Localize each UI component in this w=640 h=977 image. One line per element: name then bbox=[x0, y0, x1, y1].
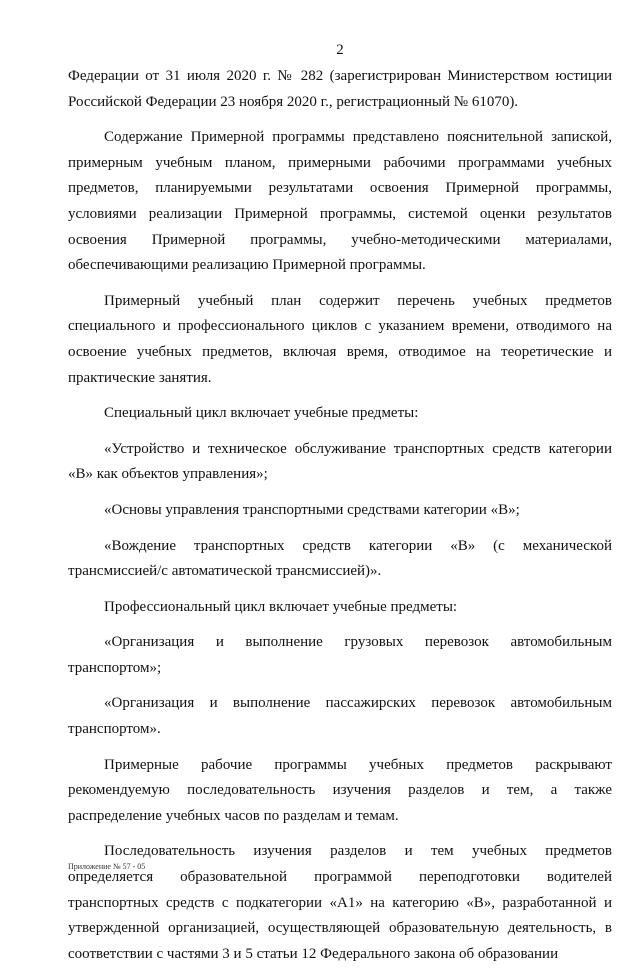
page-number: 2 bbox=[336, 42, 344, 58]
document-body bbox=[68, 64, 612, 977]
paragraph-1: Федерации от 31 июля 2020 г. № 282 (зарегистрирован Министерством юстиции Российской Федерации 23 ноября 2020 г., регистрационный № 61070). bbox=[68, 68, 612, 110]
paragraph-12: Последовательность изучения разделов и тем учебных предметов определяется образовательной программой переподготовки водителей транспортных средств с подкатегории «А1» на категорию «В», разработанной и утвержденной организацией, осуществляющей образовательную деятельность, в соответствии с частями 3 и 5 статьи 12 Федерального закона об образовании bbox=[68, 843, 612, 962]
paragraph-4: Специальный цикл включает учебные предметы: bbox=[104, 405, 419, 422]
paragraph-8: Профессиональный цикл включает учебные предметы: bbox=[104, 598, 458, 615]
paragraph-2: Содержание Примерной программы представлено пояснительной запиской, примерным учебным планом, примерными рабочими программами учебных предметов, планируемыми результатами освоения Примерной программы, условиями реализации Примерной программы, системой оценки результатов освоения Примерной программы, учебно-методическими материалами, обеспечивающими реализацию Примерной программы. bbox=[68, 129, 612, 274]
paragraph-7: «Вождение транспортных средств категории «В» (с механической трансмиссией/с автоматической трансмиссией)». bbox=[68, 537, 612, 580]
paragraph-11: Примерные рабочие программы учебных предметов раскрывают рекомендуемую последовательность изучения разделов и тем, а также распределение учебных часов по разделам и темам. bbox=[68, 756, 612, 824]
paragraph-10: «Организация и выполнение пассажирских перевозок автомобильным транспортом». bbox=[68, 695, 612, 738]
paragraph-6: «Основы управления транспортными средствами категории «В»; bbox=[104, 501, 520, 518]
paragraph-9: «Организация и выполнение грузовых перевозок автомобильным транспортом»; bbox=[68, 634, 612, 676]
footer-annex-label: Приложение № 57 - 05 bbox=[68, 862, 146, 871]
paragraph-5: «Устройство и техническое обслуживание транспортных средств категории «В» как объектов управления»; bbox=[68, 440, 612, 483]
paragraph-3: Примерный учебный план содержит перечень учебных предметов специального и профессионального циклов с указанием времени, отводимого на освоение учебных предметов, включая время, отводимое на теоретические и практические занятия. bbox=[68, 292, 612, 386]
